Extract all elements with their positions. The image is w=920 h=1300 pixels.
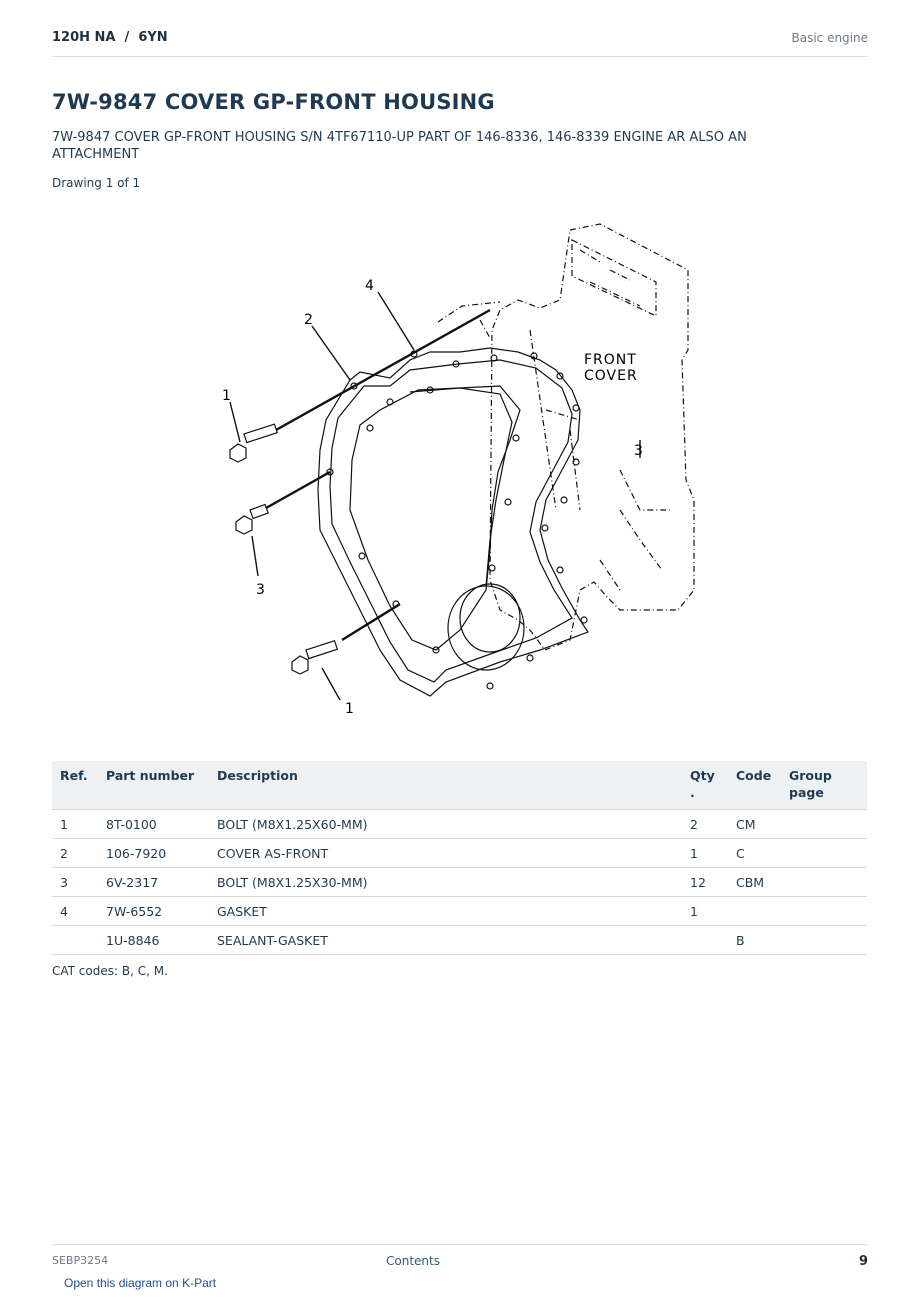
front-cover-gasket	[318, 348, 588, 696]
cell-qty: 2	[682, 810, 728, 839]
page-title: 7W-9847 COVER GP-FRONT HOUSING	[52, 90, 495, 114]
model-breadcrumb: 120H NA / 6YN	[52, 30, 168, 45]
header-code: Code	[728, 761, 781, 810]
cell-qty: 12	[682, 868, 728, 897]
header-description: Description	[209, 761, 682, 810]
header-group-page	[781, 761, 867, 810]
drawing-count: Drawing 1 of 1	[52, 176, 141, 190]
cell-qty	[682, 926, 728, 955]
front-cover-label: COVER	[584, 368, 638, 384]
callout-1: 1	[222, 388, 231, 404]
cell-code: B	[728, 926, 781, 955]
parts-table	[52, 761, 867, 955]
cell-code: C	[728, 839, 781, 868]
cell-group-page	[781, 839, 867, 868]
header-part-number: Part number	[98, 761, 209, 810]
header-group-line2: page	[789, 785, 824, 800]
table-row	[52, 926, 867, 955]
page-description: 7W-9847 COVER GP-FRONT HOUSING S/N 4TF67110-UP PART OF 146-8336, 146-8339 ENGINE AR ALSO AN ATTACHMENT	[52, 130, 747, 162]
front-cover-label: FRONT	[584, 352, 637, 368]
cell-ref: 3	[52, 868, 98, 897]
contents-link[interactable]: Contents	[386, 1254, 440, 1268]
cell-group-page	[781, 810, 867, 839]
document-id: SEBP3254	[52, 1254, 109, 1267]
cell-ref: 4	[52, 897, 98, 926]
cat-codes-note: CAT codes: B, C, M.	[52, 964, 168, 978]
cell-group-page	[781, 926, 867, 955]
bolt-bottom	[292, 604, 400, 674]
seal-boss	[448, 584, 524, 670]
header-group-line1: Group	[789, 768, 832, 783]
cell-qty: 1	[682, 839, 728, 868]
callout-3: 3	[256, 582, 265, 598]
gasket-bolt-holes	[327, 351, 587, 689]
page-footer	[52, 1244, 868, 1275]
section-label: Basic engine	[791, 31, 868, 45]
cell-qty: 1	[682, 897, 728, 926]
cell-part-number: 8T-0100	[98, 810, 209, 839]
cell-ref	[52, 926, 98, 955]
header-qty-line2: .	[690, 785, 695, 800]
header-qty	[682, 761, 728, 810]
callout-3: 3	[634, 443, 643, 459]
callout-4: 4	[365, 278, 374, 294]
parts-diagram	[200, 210, 720, 730]
cell-code: CBM	[728, 868, 781, 897]
header-ref: Ref.	[52, 761, 98, 810]
table-row	[52, 810, 867, 839]
cell-code: CM	[728, 810, 781, 839]
bolt-top	[230, 310, 490, 462]
table-row	[52, 868, 867, 897]
page-header	[52, 28, 868, 57]
cell-description: BOLT (M8X1.25X60-MM)	[209, 810, 682, 839]
cell-part-number: 7W-6552	[98, 897, 209, 926]
cell-ref: 2	[52, 839, 98, 868]
cell-code	[728, 897, 781, 926]
table-header-row	[52, 761, 867, 810]
table-row	[52, 897, 867, 926]
callout-1: 1	[345, 701, 354, 717]
cell-group-page	[781, 868, 867, 897]
table-row	[52, 839, 867, 868]
cell-group-page	[781, 897, 867, 926]
cell-description: SEALANT-GASKET	[209, 926, 682, 955]
cell-description: COVER AS-FRONT	[209, 839, 682, 868]
callout-2: 2	[304, 312, 313, 328]
page-number: 9	[858, 1254, 868, 1269]
cell-description: GASKET	[209, 897, 682, 926]
cell-ref: 1	[52, 810, 98, 839]
open-kpart-link[interactable]: Open this diagram on K-Part	[64, 1276, 217, 1290]
cell-part-number: 6V-2317	[98, 868, 209, 897]
cell-part-number: 106-7920	[98, 839, 209, 868]
bolt-middle	[236, 472, 330, 534]
cell-part-number: 1U-8846	[98, 926, 209, 955]
cell-description: BOLT (M8X1.25X30-MM)	[209, 868, 682, 897]
header-qty-line1: Qty	[690, 768, 715, 783]
engine-housing-outline	[438, 224, 694, 650]
